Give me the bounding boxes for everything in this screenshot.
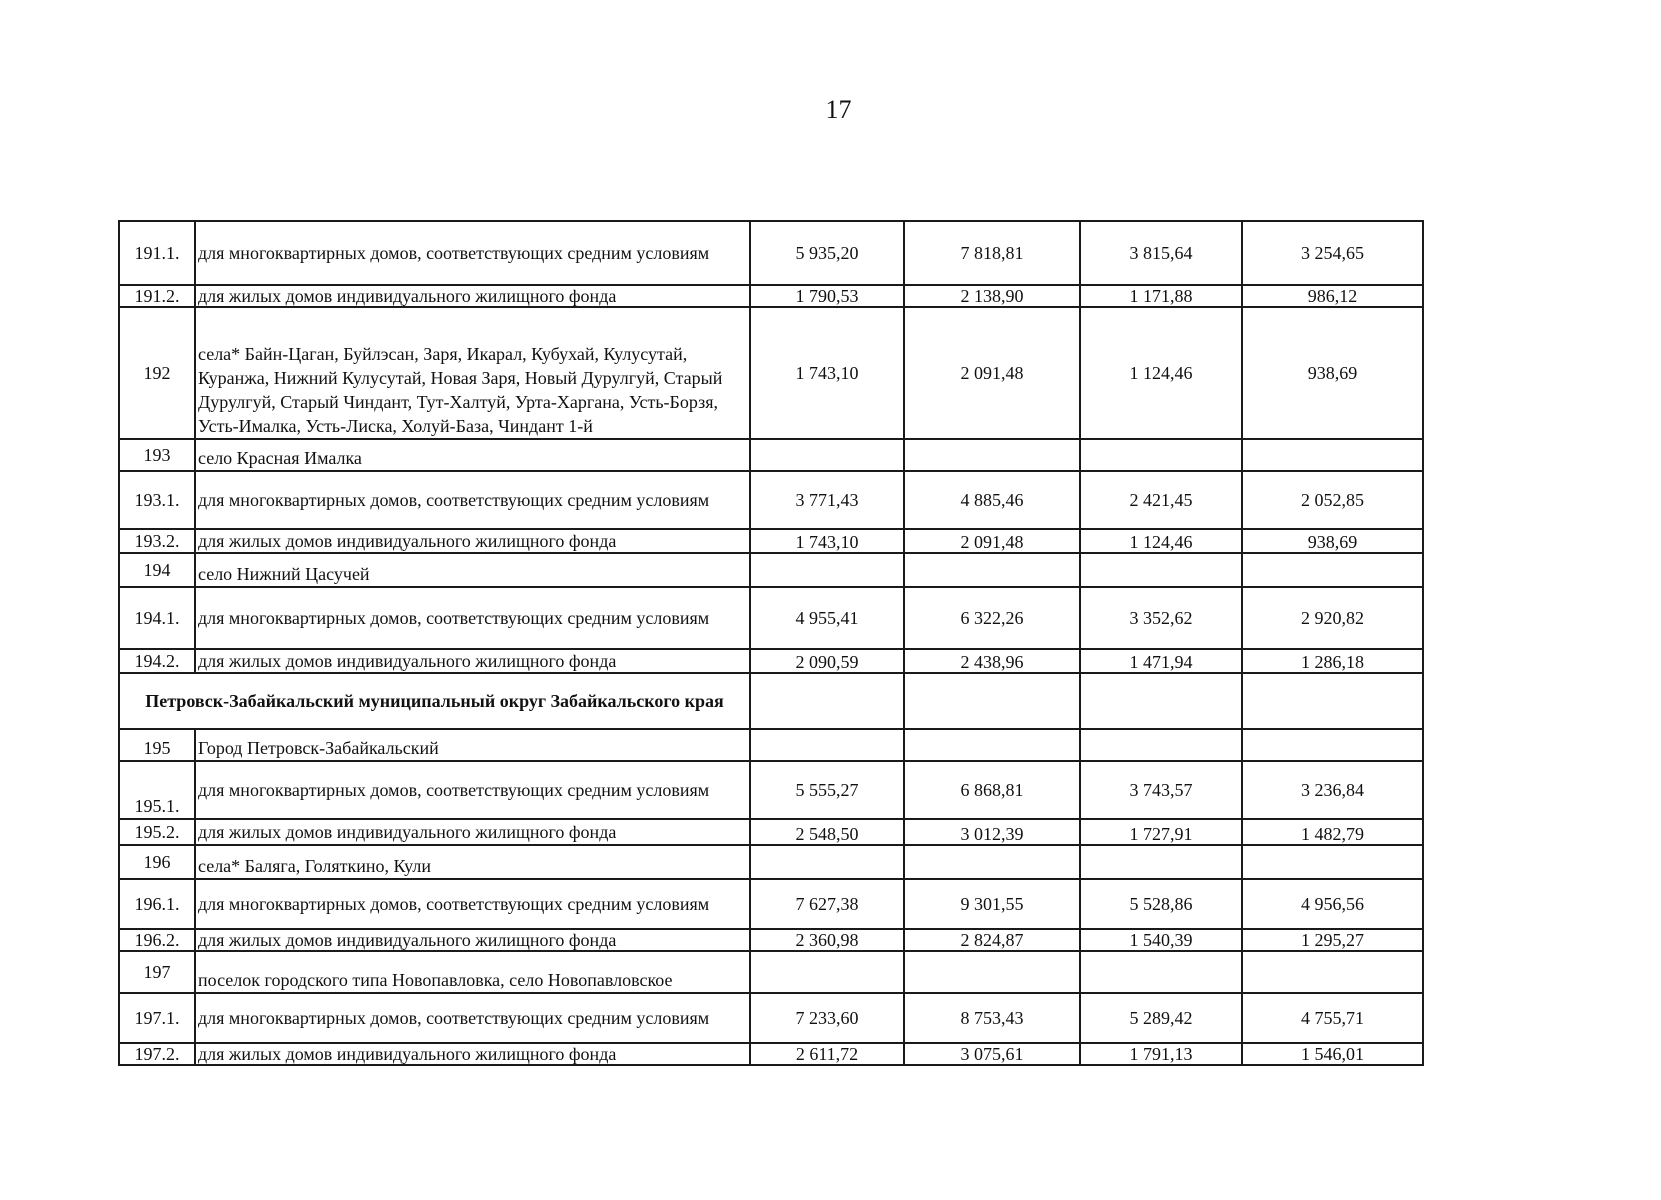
row-description: для многоквартирных домов, соответствующих средним условиям (195, 761, 750, 819)
value-cell: 8 753,43 (904, 993, 1080, 1043)
value-cell: 2 824,87 (904, 929, 1080, 951)
value-cell: 938,69 (1242, 529, 1423, 553)
table-row (119, 993, 1423, 1043)
value-cell: 3 771,43 (750, 471, 904, 529)
row-number: 191.1. (119, 221, 195, 285)
table-row (119, 285, 1423, 307)
row-number: 197.2. (119, 1043, 195, 1065)
value-cell: 1 791,13 (1080, 1043, 1242, 1065)
tariff-table (118, 220, 1424, 1066)
value-cell (904, 553, 1080, 587)
value-cell: 2 611,72 (750, 1043, 904, 1065)
row-description: для жилых домов индивидуального жилищного фонда (195, 529, 750, 553)
row-number: 197.1. (119, 993, 195, 1043)
table-row (119, 307, 1423, 439)
value-cell (750, 439, 904, 471)
value-cell: 2 091,48 (904, 529, 1080, 553)
value-cell: 2 052,85 (1242, 471, 1423, 529)
value-cell (904, 673, 1080, 729)
row-number: 194.2. (119, 649, 195, 673)
row-description: поселок городского типа Новопавловка, село Новопавловское (195, 951, 750, 993)
row-description: для жилых домов индивидуального жилищного фонда (195, 285, 750, 307)
value-cell (1080, 951, 1242, 993)
value-cell: 938,69 (1242, 307, 1423, 439)
row-description: для многоквартирных домов, соответствующих средним условиям (195, 879, 750, 929)
value-cell: 1 743,10 (750, 529, 904, 553)
row-number: 193.1. (119, 471, 195, 529)
row-description: село Нижний Цасучей (195, 553, 750, 587)
table-body (119, 221, 1423, 1065)
value-cell: 2 091,48 (904, 307, 1080, 439)
value-cell: 1 124,46 (1080, 307, 1242, 439)
value-cell (1080, 439, 1242, 471)
row-description: для многоквартирных домов, соответствующих средним условиям (195, 587, 750, 649)
row-number: 194.1. (119, 587, 195, 649)
value-cell: 4 956,56 (1242, 879, 1423, 929)
value-cell: 7 233,60 (750, 993, 904, 1043)
value-cell: 3 236,84 (1242, 761, 1423, 819)
table-row (119, 553, 1423, 587)
value-cell: 1 124,46 (1080, 529, 1242, 553)
row-number: 195 (119, 729, 195, 761)
row-number: 197 (119, 951, 195, 993)
row-number: 193.2. (119, 529, 195, 553)
row-description: села* Байн-Цаган, Буйлэсан, Заря, Икарал, Кубухай, Кулусутай, Куранжа, Нижний Кулусутай, Новая Заря, Новый Дурулгуй, Старый Дурулгуй, Старый Чиндант, Тут-Халтуй, Урта-Харгана, Усть-Борзя, Усть-Ималка, Усть-Лиска, Холуй-База, Чиндант 1-й (195, 307, 750, 439)
value-cell (1080, 729, 1242, 761)
value-cell: 3 012,39 (904, 819, 1080, 845)
row-number: 196.1. (119, 879, 195, 929)
value-cell (1242, 673, 1423, 729)
value-cell (750, 845, 904, 879)
value-cell: 1 727,91 (1080, 819, 1242, 845)
row-description: для многоквартирных домов, соответствующих средним условиям (195, 471, 750, 529)
value-cell (904, 951, 1080, 993)
value-cell: 6 322,26 (904, 587, 1080, 649)
table-row (119, 761, 1423, 819)
row-description: для жилых домов индивидуального жилищного фонда (195, 649, 750, 673)
value-cell (1080, 553, 1242, 587)
value-cell: 4 885,46 (904, 471, 1080, 529)
table-row (119, 439, 1423, 471)
value-cell: 1 743,10 (750, 307, 904, 439)
value-cell: 3 075,61 (904, 1043, 1080, 1065)
value-cell (1242, 729, 1423, 761)
table-row (119, 951, 1423, 993)
table-row (119, 879, 1423, 929)
value-cell: 1 295,27 (1242, 929, 1423, 951)
row-description: для многоквартирных домов, соответствующих средним условиям (195, 993, 750, 1043)
row-description: для жилых домов индивидуального жилищного фонда (195, 1043, 750, 1065)
table-row (119, 819, 1423, 845)
value-cell (1242, 553, 1423, 587)
value-cell: 2 421,45 (1080, 471, 1242, 529)
value-cell: 2 360,98 (750, 929, 904, 951)
row-description: село Красная Ималка (195, 439, 750, 471)
value-cell: 986,12 (1242, 285, 1423, 307)
value-cell: 4 955,41 (750, 587, 904, 649)
table-row (119, 587, 1423, 649)
value-cell: 1 482,79 (1242, 819, 1423, 845)
value-cell (750, 951, 904, 993)
value-cell: 5 528,86 (1080, 879, 1242, 929)
row-number: 191.2. (119, 285, 195, 307)
value-cell: 9 301,55 (904, 879, 1080, 929)
value-cell: 7 627,38 (750, 879, 904, 929)
value-cell (750, 553, 904, 587)
page-number: 17 (825, 95, 852, 124)
section-row (119, 673, 1423, 729)
table-row (119, 1043, 1423, 1065)
table-row (119, 929, 1423, 951)
row-description: для жилых домов индивидуального жилищного фонда (195, 929, 750, 951)
value-cell: 6 868,81 (904, 761, 1080, 819)
table-row (119, 729, 1423, 761)
value-cell: 2 438,96 (904, 649, 1080, 673)
value-cell: 2 090,59 (750, 649, 904, 673)
value-cell (750, 673, 904, 729)
value-cell: 5 935,20 (750, 221, 904, 285)
row-number: 196.2. (119, 929, 195, 951)
value-cell: 1 171,88 (1080, 285, 1242, 307)
table-row (119, 649, 1423, 673)
value-cell: 4 755,71 (1242, 993, 1423, 1043)
value-cell: 3 254,65 (1242, 221, 1423, 285)
row-number: 193 (119, 439, 195, 471)
value-cell (1242, 845, 1423, 879)
section-title: Петровск-Забайкальский муниципальный округ Забайкальского края (119, 673, 750, 729)
value-cell: 5 555,27 (750, 761, 904, 819)
row-number: 196 (119, 845, 195, 879)
value-cell: 1 546,01 (1242, 1043, 1423, 1065)
value-cell (1242, 951, 1423, 993)
table-row (119, 471, 1423, 529)
value-cell (904, 439, 1080, 471)
value-cell (1242, 439, 1423, 471)
value-cell (904, 845, 1080, 879)
row-description: для жилых домов индивидуального жилищного фонда (195, 819, 750, 845)
value-cell: 2 138,90 (904, 285, 1080, 307)
row-description: для многоквартирных домов, соответствующих средним условиям (195, 221, 750, 285)
row-description: Город Петровск-Забайкальский (195, 729, 750, 761)
value-cell: 5 289,42 (1080, 993, 1242, 1043)
value-cell: 3 352,62 (1080, 587, 1242, 649)
value-cell: 1 790,53 (750, 285, 904, 307)
table-row (119, 529, 1423, 553)
row-number: 194 (119, 553, 195, 587)
value-cell: 1 286,18 (1242, 649, 1423, 673)
row-description: села* Баляга, Голяткино, Кули (195, 845, 750, 879)
value-cell (750, 729, 904, 761)
row-number: 192 (119, 307, 195, 439)
value-cell: 7 818,81 (904, 221, 1080, 285)
table-row (119, 221, 1423, 285)
value-cell: 3 815,64 (1080, 221, 1242, 285)
value-cell: 3 743,57 (1080, 761, 1242, 819)
value-cell: 2 548,50 (750, 819, 904, 845)
table-row (119, 845, 1423, 879)
value-cell (904, 729, 1080, 761)
value-cell: 1 471,94 (1080, 649, 1242, 673)
value-cell (1080, 673, 1242, 729)
value-cell: 2 920,82 (1242, 587, 1423, 649)
row-number: 195.2. (119, 819, 195, 845)
value-cell: 1 540,39 (1080, 929, 1242, 951)
value-cell (1080, 845, 1242, 879)
row-number: 195.1. (119, 761, 195, 819)
